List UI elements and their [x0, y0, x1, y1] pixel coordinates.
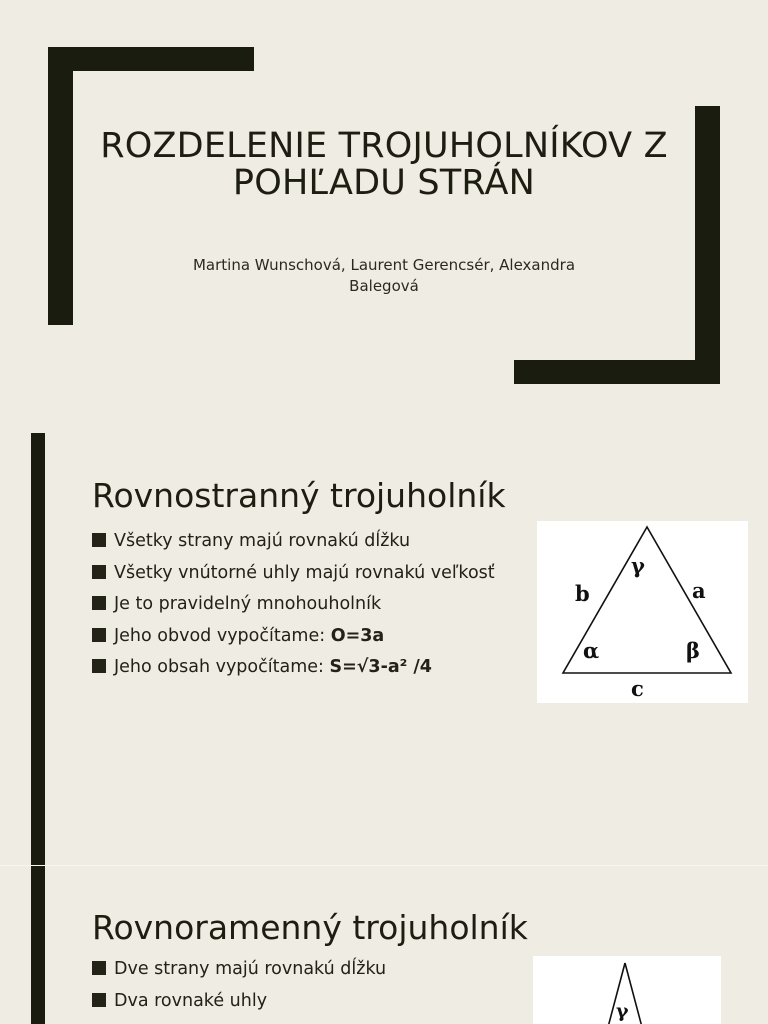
bullet-item: [92, 652, 495, 684]
corner-bracket-top-horizontal: [48, 47, 254, 71]
corner-bracket-bottom-vertical: [695, 106, 720, 384]
bullet-text: Všetky vnútorné uhly majú rovnakú veľkosť: [114, 562, 495, 583]
equilateral-slide: [0, 432, 768, 865]
corner-bracket-top-vertical: [48, 47, 73, 325]
left-accent-bar: [31, 866, 45, 1024]
bullet-text: Je to pravidelný mnohouholník: [114, 594, 382, 614]
perimeter-formula: O=3a: [330, 625, 385, 646]
corner-bracket-bottom-horizontal: [514, 360, 720, 384]
slide-heading: Rovnostranný trojuholník: [92, 476, 506, 515]
triangle-diagram: [533, 956, 721, 1024]
square-bullet-icon: [92, 659, 106, 673]
triangle-diagram: [537, 521, 748, 703]
angle-gamma-label: γ: [616, 1000, 629, 1022]
bullet-item: [92, 986, 386, 1018]
area-formula: S=√3-a² /4: [329, 657, 432, 677]
bullet-text: Dve strany majú rovnakú dĺžku: [114, 959, 387, 979]
square-bullet-icon: [92, 961, 106, 975]
square-bullet-icon: [92, 533, 106, 547]
square-bullet-icon: [92, 993, 106, 1007]
angle-alpha-label: α: [583, 638, 600, 663]
equilateral-triangle-figure: [537, 521, 748, 703]
isosceles-triangle-figure: [533, 956, 721, 1024]
title-slide: [0, 0, 768, 432]
bullet-list: [92, 954, 386, 1017]
bullet-item: [92, 621, 495, 653]
bullet-item: [92, 954, 386, 986]
bullet-item: [92, 526, 495, 558]
slide-subtitle: Martina Wunschová, Laurent Gerencsér, Alexandra Balegová: [192, 256, 576, 295]
bullet-item: [92, 558, 495, 590]
angle-gamma-label: γ: [631, 553, 645, 578]
side-b-label: b: [575, 581, 590, 606]
bullet-text: Dva rovnaké uhly: [114, 990, 268, 1011]
square-bullet-icon: [92, 596, 106, 610]
side-a-label: a: [692, 578, 706, 603]
bullet-text: Jeho obvod vypočítame:: [114, 625, 331, 646]
bullet-list: [92, 526, 495, 684]
square-bullet-icon: [92, 565, 106, 579]
bullet-item: [92, 589, 495, 621]
bullet-text: Jeho obsah vypočítame:: [114, 657, 330, 677]
square-bullet-icon: [92, 628, 106, 642]
bullet-text: Všetky strany majú rovnakú dĺžku: [114, 531, 411, 551]
isosceles-slide: [0, 866, 768, 1024]
slide-title: ROZDELENIE TROJUHOLNÍKOV Z POHĽADU STRÁN: [100, 126, 668, 203]
side-c-label: c: [631, 676, 644, 701]
left-accent-bar: [31, 433, 45, 865]
angle-beta-label: β: [686, 638, 700, 663]
slide-heading: Rovnoramenný trojuholník: [92, 908, 528, 947]
